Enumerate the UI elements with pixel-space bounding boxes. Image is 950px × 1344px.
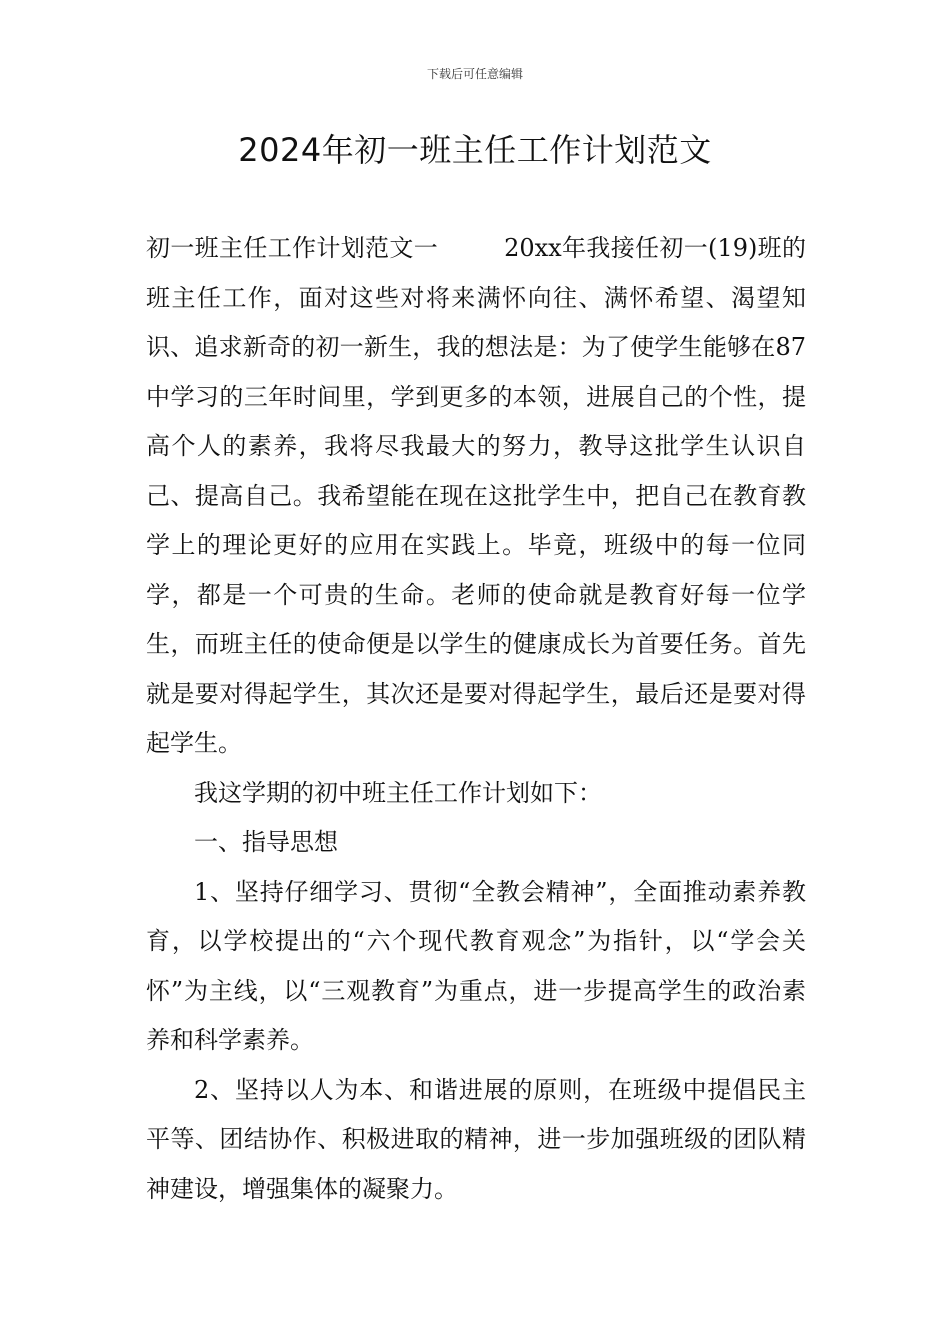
section-heading: 一、指导思想 [194,828,338,856]
document-title: 2024年初一班主任工作计划范文 [238,131,712,169]
item-2-paragraph: 2、坚持以人为本、和谐进展的原则，在班级中提倡民主平等、团结协作、积极进取的精神，进一步加强班级的团队精神建设，增强集体的凝聚力。 [146,1075,806,1203]
header-note: 下载后可任意编辑 [426,67,523,81]
item-1-paragraph: 1、坚持仔细学习、贯彻“全教会精神”，全面推动素养教育，以学校提出的“六个现代教育观念”为指针，以“学会关怀”为主线，以“三观教育”为重点，进一步提高学生的政治素养和科学素养。 [146,877,806,1054]
plan-intro-paragraph: 我这学期的初中班主任工作计划如下： [194,778,602,807]
intro-label: 初一班主任工作计划范文一 [146,234,439,262]
intro-paragraph [146,224,806,769]
intro-text: 20xx年我接任初一(19)班的班主任工作，面对这些对将来满怀向往、满怀希望、渴望知识、追求新奇的初一新生，我的想法是：为了使学生能够在87中学习的三年时间里，学到更多的本领，进展自己的个性，提高个人的素养，我将尽我最大的努力，教导这批学生认识自己、提高自己。我希望能在现在这批学生中，把自己在教育教学上的理论更好的应用在实践上。毕竟，班级中的每一位同学，都是一个可贵的生命。老师的使命就是教育好每一位学生，而班主任的使命便是以学生的健康成长为首要任务。首先就是要对得起学生，其次还是要对得起学生，最后还是要对得起学生。 [146,234,807,757]
document-body [146,224,806,1214]
